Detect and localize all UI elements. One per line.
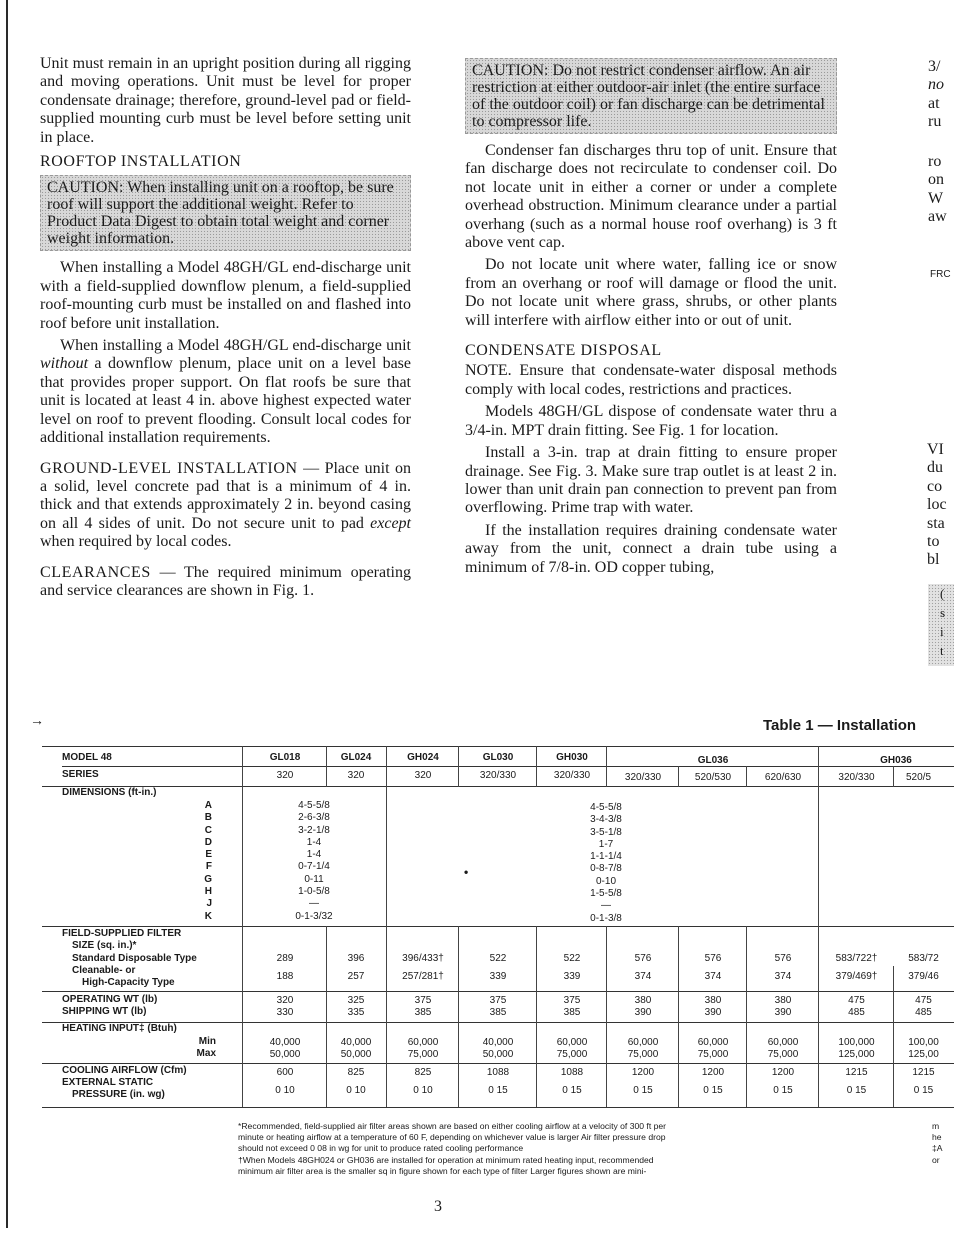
table-cell: 1215 <box>845 1067 868 1078</box>
table-cell: 0 15 <box>703 1085 723 1096</box>
table-col-rule <box>746 766 747 787</box>
table-cell: 339 <box>563 971 581 982</box>
series-cell: 320 <box>414 770 432 781</box>
table-col-rule <box>326 746 327 787</box>
min-label: Min <box>198 1036 216 1047</box>
table-col-rule <box>678 766 679 787</box>
paragraph: Install a 3-in. trap at drain fitting to ensure proper drainage. See Fig. 3. Make sure trap outlet is at least 2 in. lower than unit drain pan connection to prevent pan from overflowing. Prime trap with water. <box>465 444 837 517</box>
cooling-label: COOLING AIRFLOW (Cfm) <box>62 1065 187 1076</box>
pressure-label: PRESSURE (in. wg) <box>72 1089 165 1100</box>
table-cell: 380 <box>704 995 722 1006</box>
heating-label: HEATING INPUT‡ (Btuh) <box>62 1023 177 1034</box>
table-col-rule <box>536 926 537 1107</box>
std-label: Standard Disposable Type <box>72 953 197 964</box>
table-cell: 0 10 <box>275 1085 295 1096</box>
table-cell: 0 15 <box>562 1085 582 1096</box>
model-cell: GH030 <box>556 752 588 763</box>
table-cell: 385 <box>563 1007 581 1018</box>
cleanable-label: Cleanable- or <box>72 965 136 976</box>
rooftop-caution-box: CAUTION: When installing unit on a rooftop, be sure roof will support the additional weight. Refer to Product Data Digest to obtain total weight and corner weight information. <box>40 175 411 251</box>
condenser-caution-box: CAUTION: Do not restrict condenser airflow. An air restriction at either outdoor-air inlet (the entire surface of the outdoor coil) or fan discharge can be detrimental to compressor life. <box>465 58 837 134</box>
table-cell: 1200 <box>771 1067 795 1078</box>
table-cell: 396/433† <box>402 953 444 964</box>
table-cell: 0 15 <box>773 1085 793 1096</box>
max-label: Max <box>196 1048 216 1059</box>
dimensions-label: DIMENSIONS (ft-in.) <box>62 787 157 798</box>
table-cell: 40,000 <box>340 1037 372 1048</box>
middle-column <box>465 58 837 581</box>
table-cell: 289 <box>276 953 294 964</box>
table-cell: 374 <box>704 971 722 982</box>
table-col-rule <box>893 766 894 787</box>
table-cell: 396 <box>347 953 365 964</box>
table-cell: 379/46 <box>908 971 939 982</box>
series-cell: 520/530 <box>694 772 732 783</box>
table-cell: 1200 <box>701 1067 725 1078</box>
right-fragment-fr: FRC <box>930 269 951 280</box>
paragraph: Condenser fan discharges thru top of unit. Ensure that fan discharge does not recirculate to condenser coil. Do not locate unit in either a corner or under a complete overhead obstruction. Minimum clearance under a partial overhang (such as a normal house roof overhang) is 3 ft above vent cap. <box>465 142 837 252</box>
rooftop-heading: ROOFTOP INSTALLATION <box>40 153 242 171</box>
table-cell: 600 <box>276 1067 294 1078</box>
table-cell: 1200 <box>631 1067 655 1078</box>
model-cell: GH024 <box>407 752 439 763</box>
paragraph: If the installation requires draining condensate water away from the unit, connect a drain tube using a minimum of 7/8-in. OD copper tubing, <box>465 521 837 576</box>
paragraph: Unit must remain in an upright position during all rigging and moving operations. Unit must be level for proper condensate drainage; therefore, ground-level pad or field-supplied mounting curb must be level before setting unit in place. <box>40 55 411 146</box>
table-cell: 375 <box>563 995 581 1006</box>
series-cell: 320/330 <box>479 770 517 781</box>
table-col-rule <box>606 746 607 787</box>
series-cell: 620/630 <box>764 772 802 783</box>
table-cell: 0 10 <box>346 1085 366 1096</box>
table-cell: 60,000 <box>697 1037 729 1048</box>
table-cell: 379/469† <box>835 971 878 982</box>
table-cell: 60,000 <box>556 1037 588 1048</box>
table-cell: 385 <box>489 1007 507 1018</box>
series-cell: 320/330 <box>553 770 591 781</box>
table-cell: 390 <box>774 1007 792 1018</box>
paragraph: Models 48GH/GL dispose of condensate water thru a 3/4-in. MPT drain fitting. See Fig. 1 for location. <box>465 403 837 439</box>
table-cell: 375 <box>414 995 432 1006</box>
series-cell: 320/330 <box>624 772 662 783</box>
table-cell: 75,000 <box>767 1049 799 1060</box>
table-cell: 257/281† <box>402 971 444 982</box>
left-column <box>40 55 411 604</box>
table-cell: 330 <box>276 1007 294 1018</box>
dot-mark: • <box>464 865 469 879</box>
series-cell: 320/330 <box>838 772 875 783</box>
page-border-line <box>6 0 8 1228</box>
table-cell: 375 <box>489 995 507 1006</box>
table-cell: 1215 <box>912 1067 935 1078</box>
footnote-right-fragment: m he ‡A or <box>932 1121 943 1165</box>
table-title: Table 1 — Installation <box>763 717 917 734</box>
table-cell: 50,000 <box>482 1049 514 1060</box>
table-cell: 576 <box>704 953 722 964</box>
table-cell: 0 10 <box>413 1085 433 1096</box>
table-cell: 75,000 <box>556 1049 588 1060</box>
table-col-rule <box>326 926 327 1107</box>
paragraph: When installing a Model 48GH/GL end-discharge unit with a field-supplied downflow plenum, a field-supplied roof-mounting curb must be installed on and flashed into roof before unit installation. <box>40 259 411 332</box>
table-cell: 0 15 <box>633 1085 653 1096</box>
dims-large-units: 4-5-5/8 3-4-3/8 3-5-1/8 1-7 1-1-1/4 0-8-7/8 0-10 1-5-5/8 — 0-1-3/8 <box>590 802 622 924</box>
table-col-rule <box>242 746 243 1107</box>
table-cell: 380 <box>774 995 792 1006</box>
table-cell: 188 <box>276 971 294 982</box>
paragraph: Do not locate unit where water, falling ice or snow from an overhang or roof will damage or flood the unit. Do not locate unit where grass, shrubs, or other plants will interfere with airflow either into or out of unit. <box>465 256 837 329</box>
table-cell: 475 <box>848 995 865 1006</box>
right-fragment-a: 3/ no at ru <box>928 58 944 131</box>
table-cell: 522 <box>489 953 507 964</box>
table-cell: 325 <box>347 995 365 1006</box>
model-cell: GL024 <box>340 752 372 763</box>
table-cell: 75,000 <box>627 1049 659 1060</box>
table-cell: 380 <box>634 995 652 1006</box>
arrow-marker: → <box>30 714 44 729</box>
size-label: SIZE (sq. in.)* <box>72 940 137 951</box>
table-col-rule <box>818 746 819 1107</box>
table-cell: 335 <box>347 1007 365 1018</box>
operating-wt-label: OPERATING WT (lb) <box>62 994 158 1005</box>
ground-level-heading: GROUND-LEVEL INSTALLATION <box>40 459 298 477</box>
model-cell: GL036 <box>697 755 729 766</box>
table-cell: 0 15 <box>913 1085 934 1096</box>
table-cell: 390 <box>634 1007 652 1018</box>
series-cell: 520/5 <box>906 772 932 783</box>
table-cell: 60,000 <box>407 1037 439 1048</box>
highcap-label: High-Capacity Type <box>82 977 175 988</box>
table-cell: 485 <box>915 1007 932 1018</box>
external-static-label: EXTERNAL STATIC <box>62 1077 154 1088</box>
table-col-rule <box>606 926 607 1107</box>
table-cell: 40,000 <box>269 1037 301 1048</box>
table-col-rule <box>746 926 747 1107</box>
table-cell: 50,000 <box>269 1049 301 1060</box>
table-cell: 583/72 <box>908 953 939 964</box>
table-cell: 825 <box>347 1067 365 1078</box>
table-cell: 374 <box>774 971 792 982</box>
table-cell: 0 15 <box>846 1085 867 1096</box>
table-cell: 60,000 <box>627 1037 659 1048</box>
table-cell: 825 <box>414 1067 432 1078</box>
table-cell: 0 15 <box>488 1085 508 1096</box>
table-cell: 522 <box>563 953 581 964</box>
table-cell: 576 <box>774 953 792 964</box>
series-label: SERIES <box>62 769 99 780</box>
paragraph: When installing a Model 48GH/GL end-discharge unit without a downflow plenum, place unit on a level base that provides proper support. On flat roofs be sure that unit is located at least 4 in. above highest expected water level on roof to prevent flooding. Consult local codes for additional installation requirements. <box>40 337 411 447</box>
table-cell: 40,000 <box>482 1037 514 1048</box>
dims-small-units: 4-5-5/8 2-6-3/8 3-2-1/8 1-4 1-4 0-7-1/4 0-11 1-0-5/8 — 0-1-3/32 <box>295 800 333 922</box>
footnotes: *Recommended, field-supplied air filter areas shown are based on either cooling airflow at a velocity of 300 ft per minute or heating airflow at a temperature of 60 F, depending on whichever value is larger Air filter pressure drop should not exceed 0 08 in wg for unit to produce rated cooling performance †When Models 48GH024 or GH036 are installed for operation at minimum rated heating input, recommended minimum air filter area is the smaller sq in figure shown for each type of filter Larger figures shown are mini- <box>238 1121 667 1176</box>
table-cell: 50,000 <box>340 1049 372 1060</box>
table-cell: 257 <box>347 971 365 982</box>
right-fragment-c: VI du co loc sta to bl <box>927 441 947 569</box>
table-cell: 390 <box>704 1007 722 1018</box>
model-cell: GH036 <box>880 755 912 766</box>
table-cell: 60,000 <box>767 1037 799 1048</box>
table-col-rule <box>536 746 537 787</box>
table-cell: 583/722† <box>835 953 878 964</box>
table-col-rule <box>386 746 387 1107</box>
table-col-rule <box>458 746 459 787</box>
series-cell: 320 <box>347 770 365 781</box>
table-cell: 75,000 <box>697 1049 729 1060</box>
filter-label: FIELD-SUPPLIED FILTER <box>62 928 182 939</box>
page-number: 3 <box>434 1198 442 1215</box>
table-cell: 475 <box>915 995 932 1006</box>
ground-level-paragraph: GROUND-LEVEL INSTALLATION — Place unit on a solid, level concrete pad that is a minimum of 4 in. thick and that extends approximately 2 in. beyond casing on all 4 sides of unit. Do not secure unit to pad except when required by local codes. <box>40 459 412 551</box>
table-col-rule <box>458 926 459 1107</box>
table-cell: 374 <box>634 971 652 982</box>
note-paragraph: NOTE. Ensure that condensate-water disposal methods comply with local codes, restrictions and practices. <box>465 362 837 398</box>
table-col-rule <box>678 926 679 1107</box>
table-cell: 385 <box>414 1007 432 1018</box>
model-cell: GL030 <box>482 752 514 763</box>
table-rule <box>42 1107 954 1108</box>
table-cell: 576 <box>634 953 652 964</box>
clearances-heading: CLEARANCES <box>40 563 151 581</box>
table-cell: 320 <box>276 995 294 1006</box>
right-fragment-box: ( s i t <box>928 584 954 666</box>
table-cell: 485 <box>848 1007 865 1018</box>
clearances-paragraph: CLEARANCES — The required minimum operating and service clearances are shown in Fig. 1. <box>40 563 411 599</box>
shipping-wt-label: SHIPPING WT (lb) <box>62 1006 147 1017</box>
right-fragment-b: ro on W aw <box>928 153 947 226</box>
model-label: MODEL 48 <box>62 752 112 763</box>
table-cell: 75,000 <box>407 1049 439 1060</box>
table-cell: 125,000 <box>838 1049 875 1060</box>
table-cell: 100,00 <box>908 1037 939 1048</box>
series-cell: 320 <box>276 770 294 781</box>
model-cell: GL018 <box>269 752 301 763</box>
table-cell: 1088 <box>560 1067 584 1078</box>
table-cell: 339 <box>489 971 507 982</box>
dim-letters: A B C D E F G H J K <box>204 800 212 922</box>
table-cell: 125,00 <box>908 1049 939 1060</box>
condensate-heading: CONDENSATE DISPOSAL <box>465 342 662 360</box>
table-cell: 100,000 <box>838 1037 875 1048</box>
table-cell: 1088 <box>486 1067 510 1078</box>
